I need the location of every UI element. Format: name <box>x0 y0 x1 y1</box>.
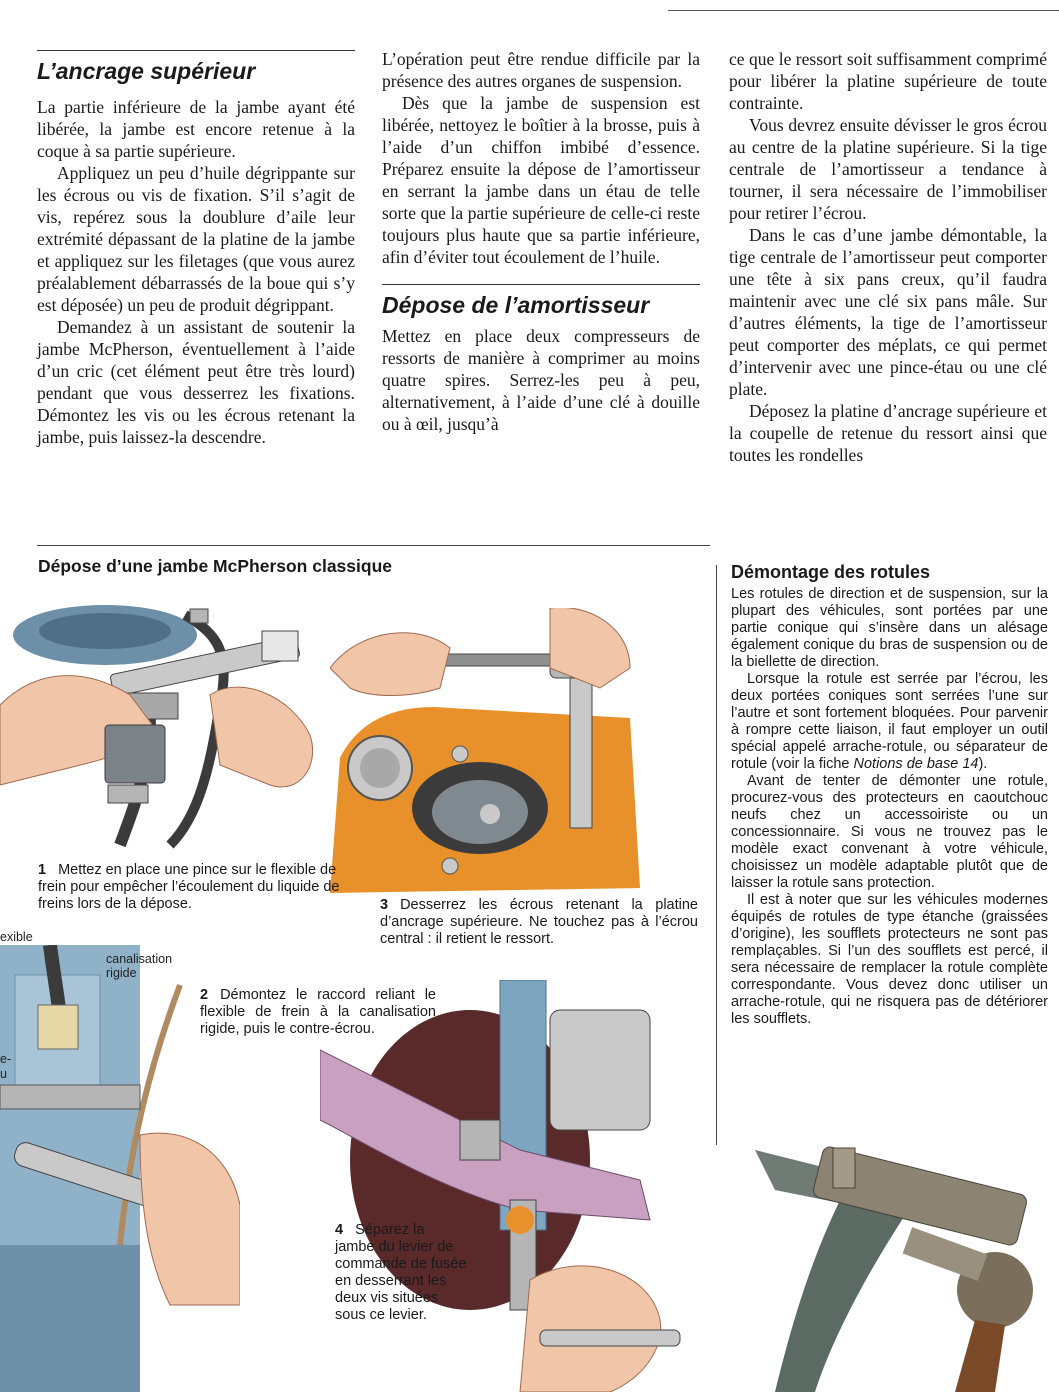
paragraph: Demandez à un assistant de soutenir la jambe McPherson, éventuellement à l’aide d’un cric (cet élément peut être très lourd) pendant que vous desserrez les fixations. Démontez les vis ou les écrous retenant la jambe, puis laissez-la descendre. <box>37 317 355 447</box>
caption-text: Desserrez les écrous retenant la platine d’ancrage supérieure. Ne touchez pas à l’écrou central : il retient le ressort. <box>380 897 698 947</box>
label-flexible: exible <box>0 930 33 944</box>
caption-number: 2 <box>200 987 209 1003</box>
paragraph: Appliquez un peu d’huile dégrippante sur les écrous ou vis de fixation. S’il s’agit de vis, repérez sous la doublure d’aile leur extrémité dépassant de la platine de la jambe et appliquez sur les filetages (que vous aurez préalablement débarrassés de la boue qui s’y est déposée) un peu de produit dégrippant. <box>37 163 355 315</box>
figure-section-rule <box>37 545 710 546</box>
label-contre-ecrou-a: e- <box>0 1052 12 1066</box>
figure-caption-4 <box>335 1222 467 1324</box>
sidebar-heading: Démontage des rotules <box>731 562 931 582</box>
figure-section-title: Dépose d’une jambe McPherson classique <box>38 556 392 576</box>
paragraph: ce que le ressort soit suffisamment comprimé pour libérer la platine supérieure de toute contrainte. <box>729 49 1047 113</box>
top-rule <box>668 10 1059 11</box>
caption-number: 1 <box>38 862 47 878</box>
figure-caption-3 <box>380 897 698 948</box>
reference-close: ). <box>978 756 988 772</box>
figure-caption-1 <box>38 862 358 913</box>
text-column-2 <box>382 48 700 435</box>
label-contre-ecrou-b: u <box>0 1067 7 1081</box>
caption-text: Mettez en place une pince sur le flexible de frein pour empêcher l’écoulement du liquide de freins lors de la dépose. <box>38 862 340 912</box>
illustration-brake-hose-clamp <box>0 595 360 857</box>
illustration-ball-joint-separator <box>755 1130 1055 1392</box>
text-column-3 <box>729 48 1047 466</box>
figure-caption-2 <box>200 987 436 1038</box>
label-canalisation: canalisation rigide <box>106 952 173 980</box>
paragraph-text: Lorsque la rotule est serrée par l’écrou, les deux portées coniques sont serrées l’une sur l’autre et sont fortement bloquées. Pour parvenir à rompre cette liaison, il faut employer un outil spécial appelé arrache-rotule, ou séparateur de rotule (voir la fiche <box>731 671 1048 772</box>
paragraph: Déposez la platine d’ancrage supérieure et la coupelle de retenue du ressort ainsi que toutes les rondelles <box>729 401 1047 465</box>
section-heading-amortisseur: Dépose de l’amortisseur <box>382 284 700 319</box>
paragraph: L’opération peut être rendue difficile par la présence des autres organes de suspension. <box>382 49 700 91</box>
reference-italic: Notions de base 14 <box>853 756 979 772</box>
caption-number: 3 <box>380 897 389 913</box>
paragraph: Vous devrez ensuite dévisser le gros écrou au centre de la platine supérieure. Si la tige centrale de l’amortisseur a tendance à tourner, il sera nécessaire de l’immobiliser pour retirer l’écrou. <box>729 115 1047 223</box>
text-column-1 <box>37 96 355 448</box>
paragraph: Il est à noter que sur les véhicules modernes équipés de rotules de type étanche (graissées d’origine), les soufflets protecteurs ne sont pas remplaçables. Si l’un des soufflets est percé, il sera nécessaire de remplacer la rotule complète correspondante. Vous devez donc utiliser un arrache-rotule, qui ne risquera pas de détériorer les soufflets. <box>731 892 1048 1027</box>
illustration-strut-top-mount <box>330 608 660 893</box>
paragraph: Avant de tenter de démonter une rotule, procurez-vous des protecteurs en caoutchouc neufs chez un accessoiriste ou un concessionnaire. Si vous ne trouvez pas le modèle exact convenant à votre véhicule, choisissez un modèle adaptable plutôt que de laisser la rotule sans protection. <box>731 773 1048 891</box>
illustration-steering-lever <box>320 980 720 1392</box>
paragraph: Dès que la jambe de suspension est libérée, nettoyez le boîtier à la brosse, puis à l’aide d’un chiffon imbibé d’essence. Préparez ensuite la dépose de l’amortisseur en serrant la jambe dans un étau de telle sorte que la partie supérieure de celle-ci reste toujours plus haute que sa partie inférieure, afin d’éviter tout écoulement de l’huile. <box>382 93 700 267</box>
sidebar-rotules <box>731 560 1048 1028</box>
caption-text: Séparez la jambe du levier de commande de fusée en desserrant les deux vis situées sous ce levier. <box>335 1222 467 1323</box>
paragraph: Mettez en place deux compresseurs de ressorts de manière à comprimer au moins quatre spires. Serrez-les peu à peu, alternativement, à l’aide d’une clé à douille ou à œil, jusqu’à <box>382 326 700 434</box>
caption-number: 4 <box>335 1222 344 1238</box>
section-heading-ancrage: L’ancrage supérieur <box>37 50 355 85</box>
caption-text: Démontez le raccord reliant le flexible de frein à la canalisation rigide, puis le contre-écrou. <box>200 987 436 1037</box>
paragraph: La partie inférieure de la jambe ayant été libérée, la jambe est encore retenue à la coque à sa partie supérieure. <box>37 97 355 161</box>
paragraph: Les rotules de direction et de suspension, sur la plupart des véhicules, sont portées par une partie conique qui s’insère dans un alésage également conique du bras de suspension ou de la biellette de direction. <box>731 586 1048 670</box>
paragraph: Dans le cas d’une jambe démontable, la tige centrale de l’amortisseur peut comporter une tête à six pans creux, qu’il faudra maintenir avec une clé six pans mâle. Sur d’autres éléments, la tige de l’amortisseur peut comporter des méplats, ce qui permet d’intervenir avec une pince-étau ou une clé plate. <box>729 225 1047 399</box>
paragraph <box>731 671 1048 773</box>
